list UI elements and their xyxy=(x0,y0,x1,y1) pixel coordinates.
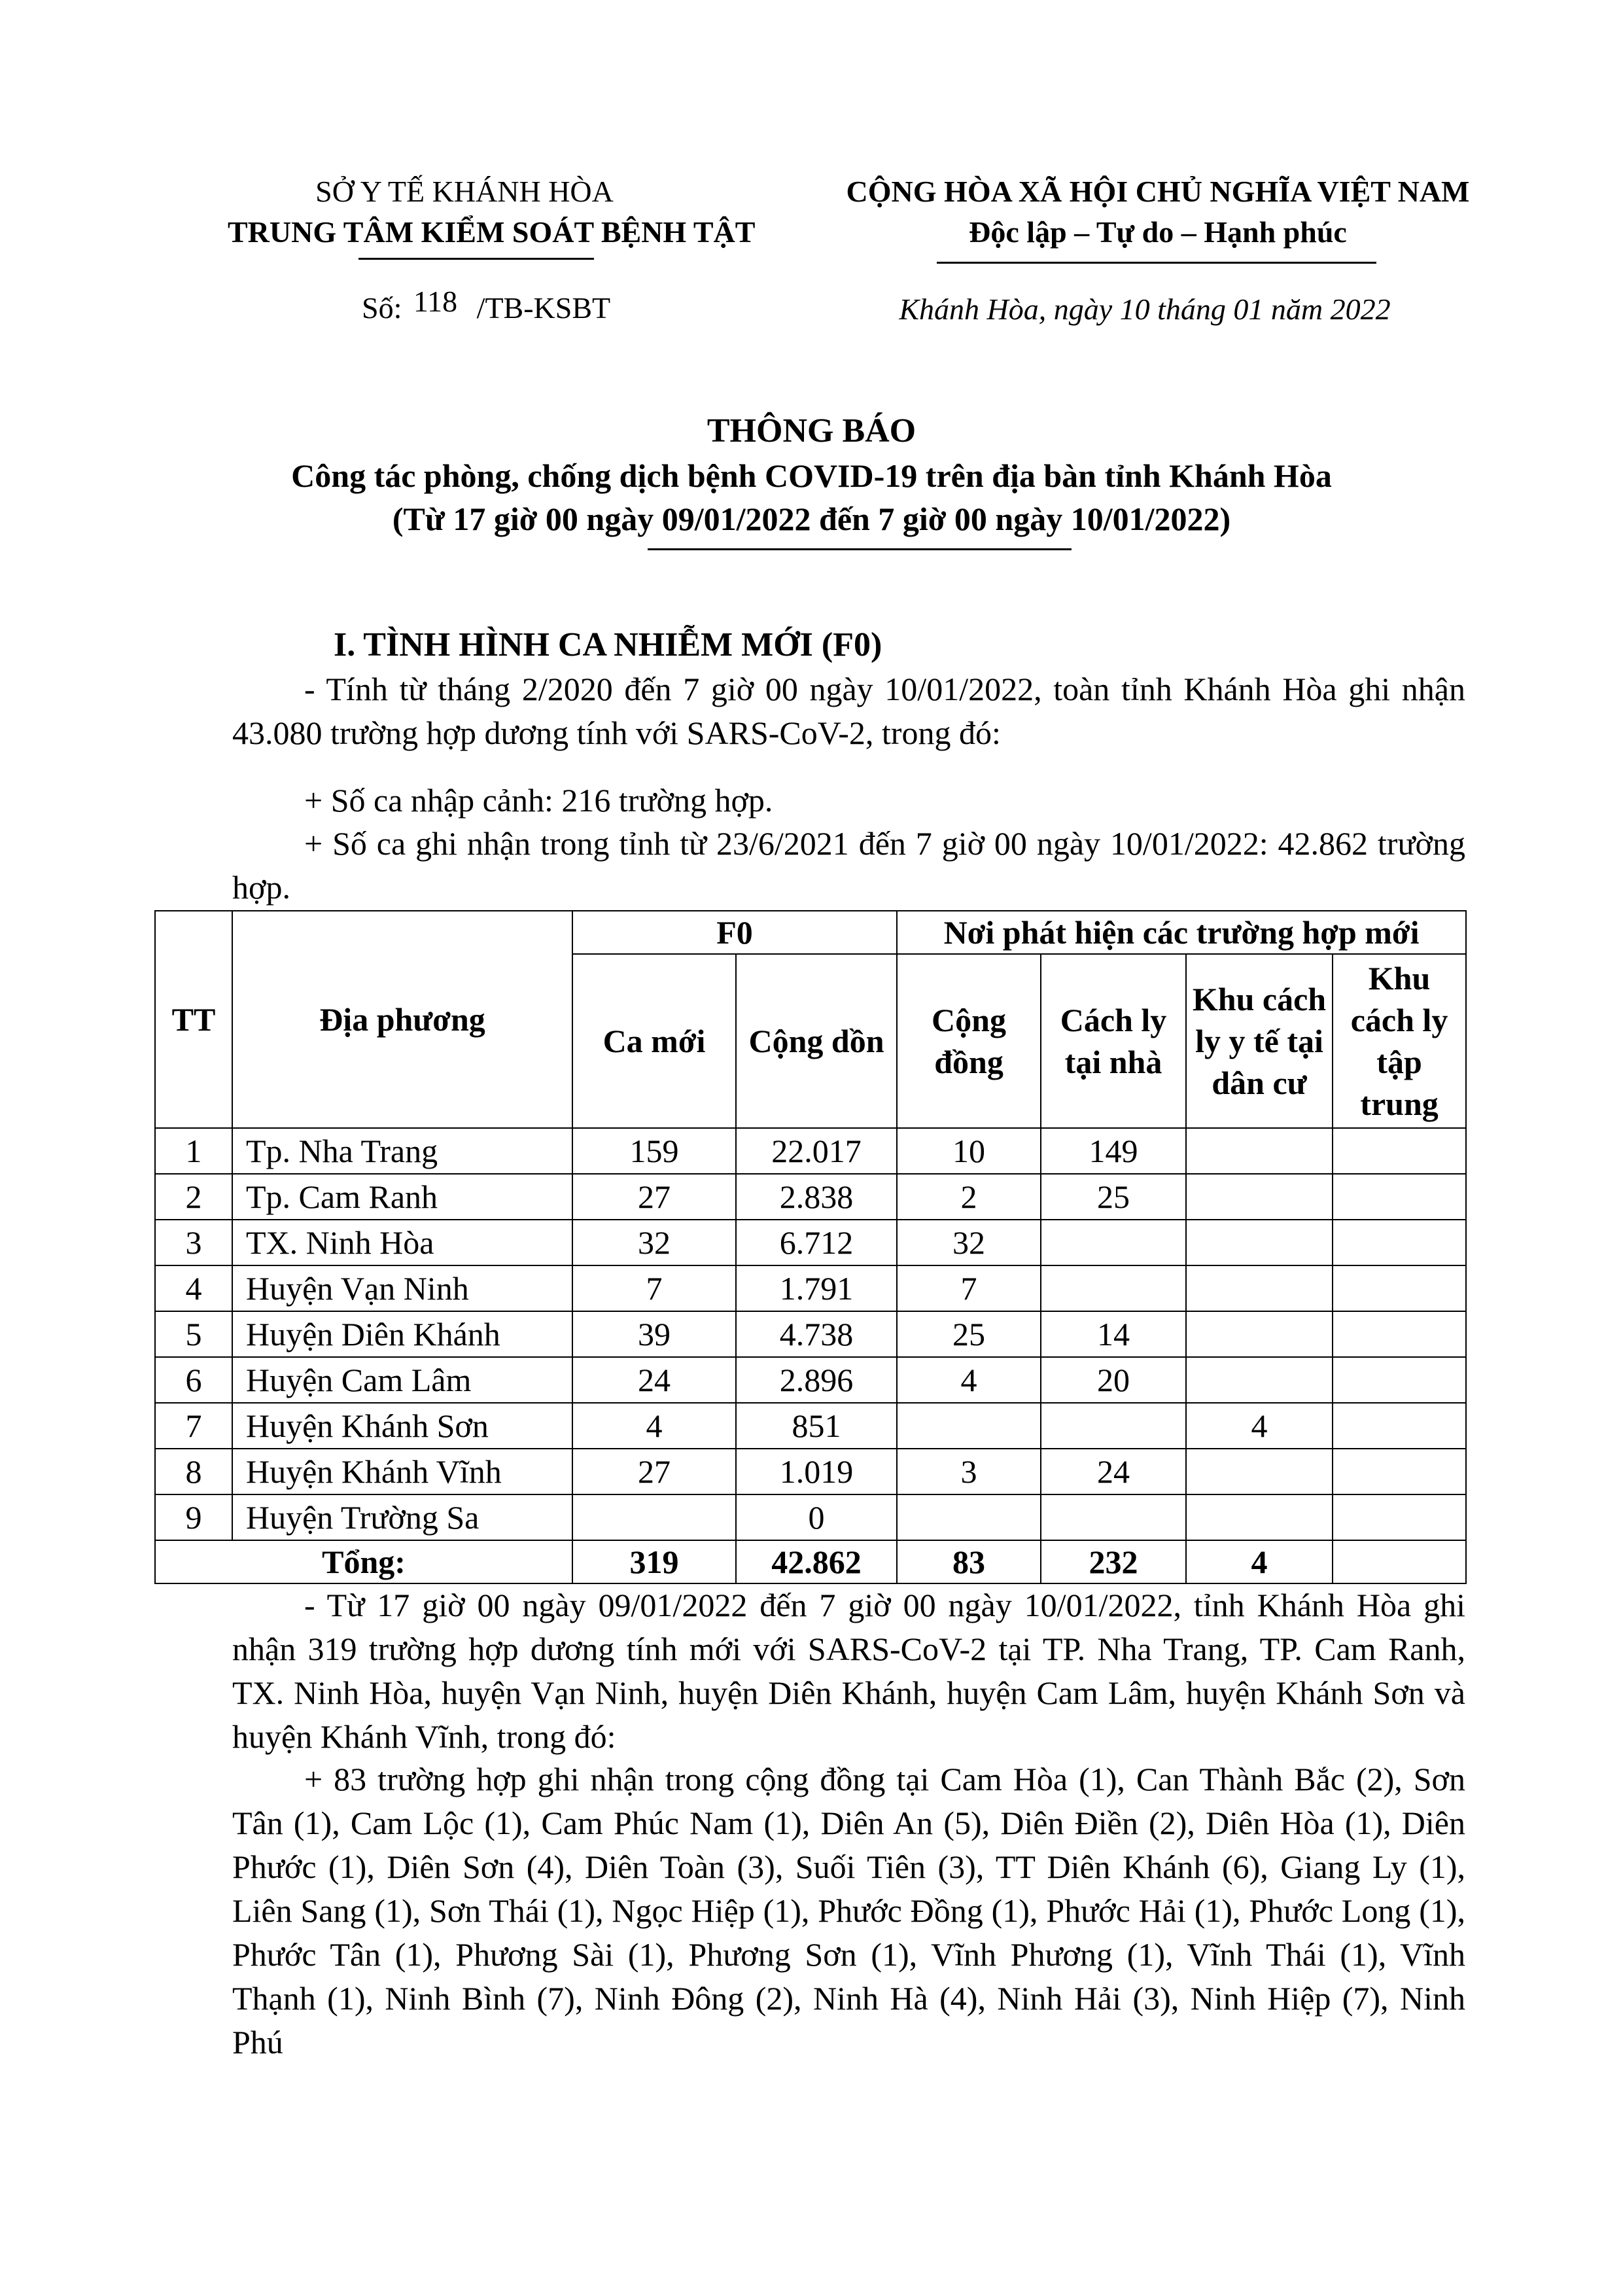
cell-central xyxy=(1333,1128,1466,1174)
number-prefix: Số: xyxy=(362,291,402,325)
cell-comm: 10 xyxy=(897,1128,1041,1174)
cell-tt: 4 xyxy=(155,1265,232,1311)
cell-cum: 851 xyxy=(736,1403,897,1449)
cell-res xyxy=(1186,1174,1333,1220)
cell-place: Tp. Cam Ranh xyxy=(232,1174,572,1220)
cell-place: TX. Ninh Hòa xyxy=(232,1220,572,1265)
cell-tt: 9 xyxy=(155,1494,232,1540)
cell-home xyxy=(1041,1220,1186,1265)
table-body xyxy=(155,1128,1466,1540)
total-new: 319 xyxy=(572,1540,736,1583)
agency-name: TRUNG TÂM KIỂM SOÁT BỆNH TẬT xyxy=(228,215,756,249)
doc-subtitle-2: (Từ 17 giờ 00 ngày 09/01/2022 đến 7 giờ 00 ngày 10/01/2022) xyxy=(392,501,1231,537)
agency-underline xyxy=(358,258,594,260)
paragraph-total: - Tính từ tháng 2/2020 đến 7 giờ 00 ngày 10/01/2022, toàn tỉnh Khánh Hòa ghi nhận 43.080 trường hợp dương tính với SARS-CoV-2, trong đó: xyxy=(232,671,1465,751)
cell-place: Huyện Cam Lâm xyxy=(232,1357,572,1403)
cell-comm: 4 xyxy=(897,1357,1041,1403)
cell-comm xyxy=(897,1494,1041,1540)
cell-home xyxy=(1041,1494,1186,1540)
number-suffix: /TB-KSBT xyxy=(476,291,611,325)
cell-cum: 0 xyxy=(736,1494,897,1540)
cell-home: 149 xyxy=(1041,1128,1186,1174)
cell-new: 27 xyxy=(572,1449,736,1494)
cell-comm: 7 xyxy=(897,1265,1041,1311)
cell-res: 4 xyxy=(1186,1403,1333,1449)
cell-new xyxy=(572,1494,736,1540)
doc-subtitle-1: Công tác phòng, chống dịch bệnh COVID-19 trên địa bàn tỉnh Khánh Hòa xyxy=(291,457,1332,494)
doc-title: THÔNG BÁO xyxy=(707,412,916,450)
cell-tt: 1 xyxy=(155,1128,232,1174)
cell-new: 7 xyxy=(572,1265,736,1311)
total-label: Tổng: xyxy=(155,1540,572,1583)
motto: Độc lập – Tự do – Hạnh phúc xyxy=(969,215,1347,249)
header-home-isolation: Cách ly tại nhà xyxy=(1041,954,1186,1128)
cell-home: 14 xyxy=(1041,1311,1186,1357)
cell-cum: 6.712 xyxy=(736,1220,897,1265)
cell-central xyxy=(1333,1311,1466,1357)
cell-res xyxy=(1186,1265,1333,1311)
paragraph-new-cases: - Từ 17 giờ 00 ngày 09/01/2022 đến 7 giờ 00 ngày 10/01/2022, tỉnh Khánh Hòa ghi nhận 319 trường hợp dương tính mới với SARS-CoV-2 tại TP. Nha Trang, TP. Cam Ranh, TX. Ninh Hòa, huyện Vạn Ninh, huyện Diên Khánh, huyện Cam Lâm, huyện Khánh Sơn và huyện Khánh Vĩnh, trong đó: xyxy=(232,1587,1465,1755)
document-number xyxy=(362,285,611,328)
cell-comm: 32 xyxy=(897,1220,1041,1265)
motto-underline xyxy=(937,262,1376,264)
cell-place: Huyện Trường Sa xyxy=(232,1494,572,1540)
table-row xyxy=(155,1357,1466,1403)
total-residential: 4 xyxy=(1186,1540,1333,1583)
header-where: Nơi phát hiện các trường hợp mới xyxy=(897,911,1466,954)
place-date: Khánh Hòa, ngày 10 tháng 01 năm 2022 xyxy=(899,292,1391,326)
header-central-isolation: Khu cách ly tập trung xyxy=(1333,954,1466,1128)
cell-central xyxy=(1333,1357,1466,1403)
number-value: 118 xyxy=(413,285,458,318)
table-row xyxy=(155,1403,1466,1449)
total-home: 232 xyxy=(1041,1540,1186,1583)
cell-res xyxy=(1186,1128,1333,1174)
cell-res xyxy=(1186,1449,1333,1494)
cell-place: Huyện Vạn Ninh xyxy=(232,1265,572,1311)
cell-central xyxy=(1333,1494,1466,1540)
total-community: 83 xyxy=(897,1540,1041,1583)
header-residential-isolation: Khu cách ly y tế tại dân cư xyxy=(1186,954,1333,1128)
cell-res xyxy=(1186,1494,1333,1540)
cell-comm: 3 xyxy=(897,1449,1041,1494)
cell-tt: 6 xyxy=(155,1357,232,1403)
section-heading: I. TÌNH HÌNH CA NHIỄM MỚI (F0) xyxy=(334,626,882,663)
cell-home: 25 xyxy=(1041,1174,1186,1220)
table-row xyxy=(155,1311,1466,1357)
cell-res xyxy=(1186,1311,1333,1357)
total-cumulative: 42.862 xyxy=(736,1540,897,1583)
header-f0: F0 xyxy=(572,911,897,954)
cell-place: Huyện Diên Khánh xyxy=(232,1311,572,1357)
cell-central xyxy=(1333,1220,1466,1265)
cell-home: 24 xyxy=(1041,1449,1186,1494)
cell-tt: 5 xyxy=(155,1311,232,1357)
total-central xyxy=(1333,1540,1466,1583)
cell-central xyxy=(1333,1449,1466,1494)
table-row xyxy=(155,1128,1466,1174)
table-row xyxy=(155,1494,1466,1540)
country-name: CỘNG HÒA XÃ HỘI CHỦ NGHĨA VIỆT NAM xyxy=(846,175,1470,208)
title-underline xyxy=(648,548,1072,550)
cell-cum: 2.838 xyxy=(736,1174,897,1220)
cell-home xyxy=(1041,1265,1186,1311)
table-total-row xyxy=(155,1540,1466,1583)
cell-new: 24 xyxy=(572,1357,736,1403)
cell-new: 39 xyxy=(572,1311,736,1357)
cell-tt: 7 xyxy=(155,1403,232,1449)
cell-new: 4 xyxy=(572,1403,736,1449)
cell-tt: 8 xyxy=(155,1449,232,1494)
table-row xyxy=(155,1449,1466,1494)
cell-place: Huyện Khánh Sơn xyxy=(232,1403,572,1449)
cell-comm xyxy=(897,1403,1041,1449)
cell-cum: 1.019 xyxy=(736,1449,897,1494)
paragraph-local: + Số ca ghi nhận trong tỉnh từ 23/6/2021 đến 7 giờ 00 ngày 10/01/2022: 42.862 trường hợp. xyxy=(232,825,1465,906)
cell-res xyxy=(1186,1220,1333,1265)
cell-tt: 3 xyxy=(155,1220,232,1265)
paragraph-imported: + Số ca nhập cảnh: 216 trường hợp. xyxy=(304,782,773,819)
cell-tt: 2 xyxy=(155,1174,232,1220)
cell-home: 20 xyxy=(1041,1357,1186,1403)
cell-central xyxy=(1333,1265,1466,1311)
cell-comm: 25 xyxy=(897,1311,1041,1357)
cell-central xyxy=(1333,1403,1466,1449)
cell-new: 32 xyxy=(572,1220,736,1265)
table-row xyxy=(155,1220,1466,1265)
cell-cum: 1.791 xyxy=(736,1265,897,1311)
cell-cum: 22.017 xyxy=(736,1128,897,1174)
table-row xyxy=(155,1174,1466,1220)
cell-new: 27 xyxy=(572,1174,736,1220)
cell-home xyxy=(1041,1403,1186,1449)
cell-place: Huyện Khánh Vĩnh xyxy=(232,1449,572,1494)
cell-cum: 2.896 xyxy=(736,1357,897,1403)
cell-cum: 4.738 xyxy=(736,1311,897,1357)
cell-place: Tp. Nha Trang xyxy=(232,1128,572,1174)
header-community: Cộng đồng xyxy=(897,954,1041,1128)
cell-comm: 2 xyxy=(897,1174,1041,1220)
header-new-cases: Ca mới xyxy=(572,954,736,1128)
cell-new: 159 xyxy=(572,1128,736,1174)
header-cumulative: Cộng dồn xyxy=(736,954,897,1128)
paragraph-community-locations: + 83 trường hợp ghi nhận trong cộng đồng tại Cam Hòa (1), Can Thành Bắc (2), Sơn Tân (1), Cam Lộc (1), Cam Phúc Nam (1), Diên An (5), Diên Điền (2), Diên Hòa (1), Diên Phước (1), Diên Sơn (4), Diên Toàn (3), Suối Tiên (3), TT Diên Khánh (6), Giang Ly (1), Liên Sang (1), Sơn Thái (1), Ngọc Hiệp (1), Phước Đồng (1), Phước Hải (1), Phước Long (1), Phước Tân (1), Phương Sài (1), Phương Sơn (1), Vĩnh Phương (1), Vĩnh Thái (1), Vĩnh Thạnh (1), Ninh Bình (7), Ninh Đông (2), Ninh Hà (4), Ninh Hải (3), Ninh Hiệp (7), Ninh Phú xyxy=(232,1761,1465,2060)
cell-central xyxy=(1333,1174,1466,1220)
cases-table xyxy=(154,910,1467,1584)
agency-parent: SỞ Y TẾ KHÁNH HÒA xyxy=(315,175,614,208)
header-place: Địa phương xyxy=(232,911,572,1128)
table-row xyxy=(155,1265,1466,1311)
header-tt: TT xyxy=(155,911,232,1128)
cell-res xyxy=(1186,1357,1333,1403)
